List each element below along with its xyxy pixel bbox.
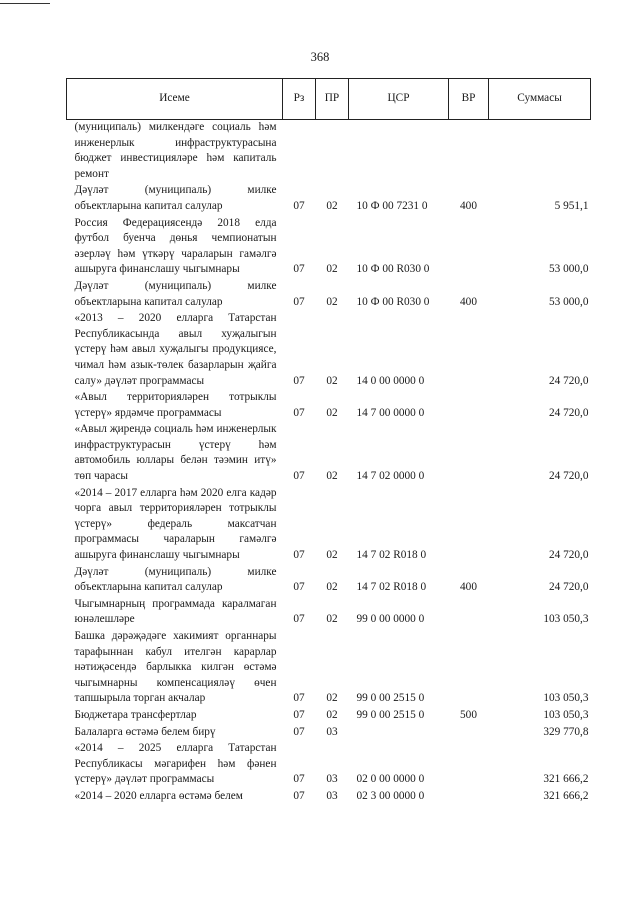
cell-vr: 400: [460, 199, 477, 212]
cell-sum: 53 000,0: [548, 295, 589, 308]
cell-csr: 99 0 00 2515 0: [356, 692, 425, 705]
table-row: [67, 215, 591, 278]
cell-name: Башка дәрәҗәдәге хакимият органнары тарафыннан кабул ителгән карарлар нәтиҗәсендә барлыкка килгән өстәмә чыгымнарны компенсацияләү өчен тапшырыла торган акчалар: [74, 630, 277, 705]
table-row: [67, 628, 591, 707]
cell-pr: 02: [326, 708, 338, 721]
cell-name: Дәүләт (муниципаль) милке объектларына капитал салулар: [74, 279, 277, 308]
cell-csr: 02 3 00 0000 0: [356, 789, 425, 802]
cell-pr: 02: [326, 470, 338, 483]
table-row: [67, 724, 591, 741]
table-row: [67, 120, 591, 183]
cell-csr: 99 0 00 2515 0: [356, 708, 425, 721]
cell-pr: 02: [326, 374, 338, 387]
cell-vr: [449, 421, 489, 484]
cell-vr: [449, 724, 489, 741]
cell-name: Россия Федерациясендә 2018 елда футбол буенча дөнья чемпионатын әзерләү һәм үткәрү чараларын гамәлгә ашыруга финанслашу чыгымнары: [74, 216, 277, 276]
cell-sum: 53 000,0: [548, 263, 589, 276]
table-row: [67, 389, 591, 421]
cell-rz: 07: [293, 263, 305, 276]
cell-pr: 02: [326, 406, 338, 419]
cell-name: (муниципаль) милкендәге социаль һәм инженерлык инфраструктурасына бюджет инвестицияләре һәм капиталь ремонт: [74, 121, 277, 180]
cell-name: Балаларга өстәмә белем бирү: [74, 725, 216, 738]
cell-name: «2013 – 2020 елларга Татарстан Республикасында авыл хуҗалыгын үстерү һәм авыл хуҗалыгы продукциясе, чимал һәм азык-төлек базарларын җайга салу» дәүләт программасы: [74, 312, 277, 387]
table-body: [67, 120, 591, 805]
cell-sum: 24 720,0: [548, 406, 589, 419]
cell-sum: [489, 120, 591, 183]
cell-name: «Авыл җирендә социаль һәм инженерлык инфраструктурасын үстерү һәм автомобиль юллары белән тәэмин итү» төп чарасы: [74, 423, 277, 483]
cell-rz: 07: [293, 581, 305, 594]
cell-rz: 07: [293, 549, 305, 562]
cell-rz: 07: [293, 295, 305, 308]
cell-rz: 07: [293, 406, 305, 419]
cell-csr: 99 0 00 0000 0: [356, 613, 425, 626]
table-row: [67, 596, 591, 628]
cell-vr: 500: [460, 708, 477, 721]
cell-name: Дәүләт (муниципаль) милке объектларына капитал салулар: [74, 184, 277, 212]
cell-sum: 321 666,2: [543, 789, 589, 802]
table-header-row: [67, 79, 591, 120]
cell-pr: 02: [326, 692, 338, 705]
cell-rz: [283, 120, 316, 183]
cell-sum: 321 666,2: [543, 773, 589, 786]
header-csr: ЦСР: [349, 79, 449, 120]
cell-vr: 400: [460, 295, 477, 308]
cell-sum: 24 720,0: [548, 549, 589, 562]
cell-csr: [349, 120, 449, 183]
cell-sum: 103 050,3: [543, 613, 589, 626]
top-rule: [0, 3, 50, 4]
cell-sum: 103 050,3: [543, 692, 589, 705]
cell-pr: 02: [326, 581, 338, 594]
cell-name: Чыгымнарның программада каралмаган юнәлешләре: [74, 597, 277, 626]
table-row: [67, 485, 591, 564]
cell-csr: 10 Ф 00 7231 0: [356, 199, 428, 212]
cell-csr: 14 7 02 R018 0: [356, 549, 427, 562]
cell-csr: 10 Ф 00 R030 0: [356, 263, 430, 276]
cell-rz: 07: [293, 613, 305, 626]
cell-sum: 329 770,8: [543, 725, 589, 738]
cell-pr: 03: [326, 725, 338, 738]
cell-pr: [316, 120, 349, 183]
cell-rz: 07: [293, 374, 305, 387]
cell-vr: 400: [460, 581, 477, 594]
cell-name: «2014 – 2017 елларга һәм 2020 елга кадәр чорга авыл территорияләрен тотрыклы үстерү» федераль максатчан программасы чараларын гамәлгә ашыруга финанслашу чыгымнары: [74, 486, 277, 562]
cell-rz: 07: [293, 199, 305, 212]
cell-vr: [449, 310, 489, 389]
table-row: [67, 740, 591, 788]
cell-pr: 02: [326, 295, 338, 308]
header-pr: ПР: [316, 79, 349, 120]
table-row: [67, 564, 591, 596]
cell-csr: 02 0 00 0000 0: [356, 773, 425, 786]
cell-csr: 10 Ф 00 R030 0: [356, 295, 430, 308]
cell-name: «Авыл территорияләрен тотрыклы үстерү» ярдәмче программасы: [74, 391, 277, 419]
cell-vr: [449, 485, 489, 564]
cell-rz: 07: [293, 692, 305, 705]
cell-vr: [449, 389, 489, 421]
table-row: [67, 707, 591, 724]
table-row: [67, 278, 591, 310]
cell-vr: [449, 740, 489, 788]
cell-rz: 07: [293, 789, 305, 802]
cell-rz: 07: [293, 708, 305, 721]
cell-pr: 03: [326, 789, 338, 802]
cell-sum: 5 951,1: [554, 199, 589, 212]
cell-sum: 24 720,0: [548, 470, 589, 483]
page-number: 368: [310, 50, 330, 64]
cell-name: Дәүләт (муниципаль) милке объектларына капитал салулар: [74, 565, 277, 594]
table-row: [67, 788, 591, 805]
cell-pr: 02: [326, 613, 338, 626]
cell-vr: [449, 120, 489, 183]
cell-name: «2014 – 2025 елларга Татарстан Республикасы мәгарифен һәм фәнен үстерү» дәүләт программасы: [74, 742, 277, 786]
cell-pr: 02: [326, 549, 338, 562]
table-row: [67, 310, 591, 389]
header-rz: Рз: [283, 79, 316, 120]
cell-sum: 103 050,3: [543, 708, 589, 721]
cell-csr: 14 7 00 0000 0: [356, 406, 425, 419]
cell-csr: 14 7 02 R018 0: [356, 581, 427, 594]
header-name: Исеме: [67, 79, 283, 120]
header-sum: Суммасы: [489, 79, 591, 120]
cell-rz: 07: [293, 773, 305, 786]
budget-table: [66, 78, 591, 805]
cell-vr: [449, 628, 489, 707]
cell-rz: 07: [293, 470, 305, 483]
cell-vr: [449, 215, 489, 278]
table-row: [67, 182, 591, 214]
cell-name: «2014 – 2020 елларга өстәмә белем: [74, 789, 243, 802]
cell-sum: 24 720,0: [548, 581, 589, 594]
table-row: [67, 421, 591, 484]
cell-csr: [349, 724, 449, 741]
cell-pr: 02: [326, 263, 338, 276]
header-vr: ВР: [449, 79, 489, 120]
cell-pr: 03: [326, 773, 338, 786]
cell-sum: 24 720,0: [548, 374, 589, 387]
cell-name: Бюджетара трансфертлар: [74, 708, 197, 721]
cell-vr: [449, 596, 489, 628]
cell-csr: 14 0 00 0000 0: [356, 374, 425, 387]
cell-vr: [449, 788, 489, 805]
cell-csr: 14 7 02 0000 0: [356, 470, 425, 483]
cell-rz: 07: [293, 725, 305, 738]
cell-pr: 02: [326, 199, 338, 212]
